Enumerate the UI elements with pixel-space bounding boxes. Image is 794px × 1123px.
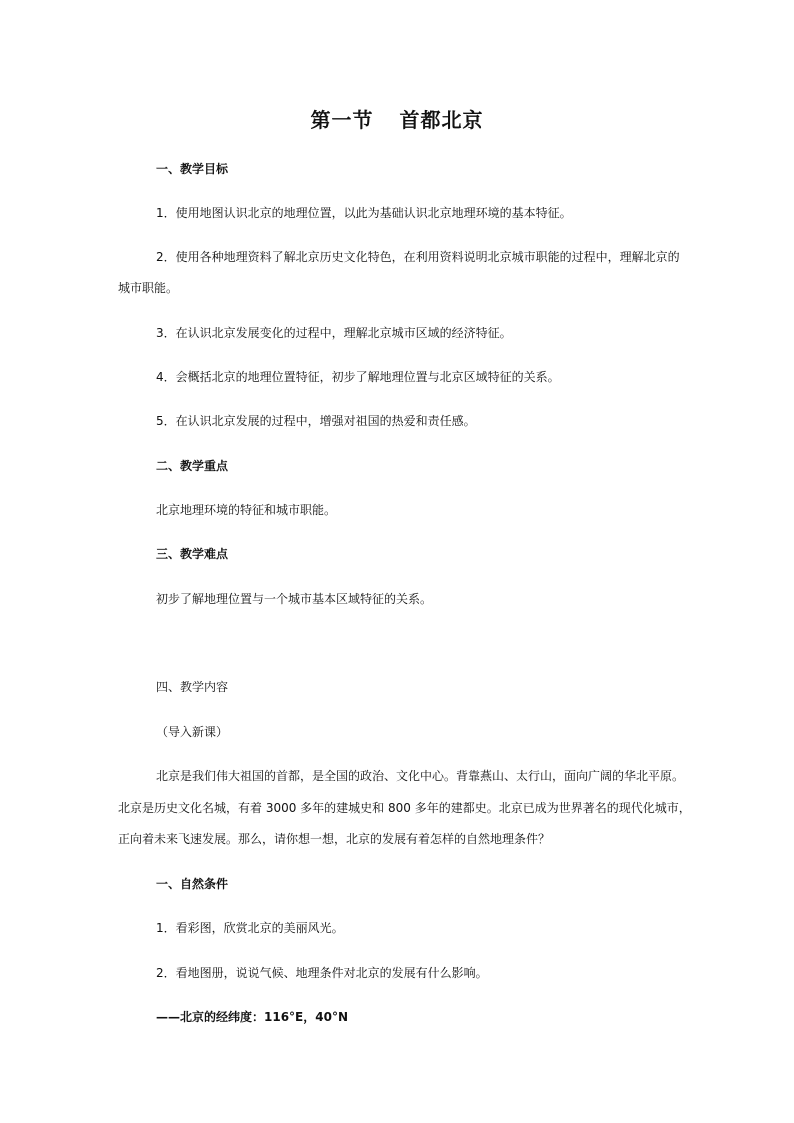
goal-2-line-1: 2．使用各种地理资料了解北京历史文化特色，在利用资料说明北京城市职能的过程中，理解北京的	[156, 250, 680, 264]
intro-paragraph-line-3: 正向着未来飞速发展。那么，请你想一想，北京的发展有着怎样的自然地理条件？	[118, 832, 551, 846]
difficulties-text: 初步了解地理位置与一个城市基本区域特征的关系。	[156, 592, 433, 606]
natural-item-2: 2．看地图册，说说气候、地理条件对北京的发展有什么影响。	[156, 966, 488, 980]
heading-natural-conditions: 一、自然条件	[156, 877, 229, 891]
intro-paragraph-line-1: 北京是我们伟大祖国的首都，是全国的政治、文化中心。背靠燕山、太行山，面向广阔的华北平原。	[156, 769, 685, 783]
page-title	[0, 104, 794, 133]
natural-item-1: 1．看彩图，欣赏北京的美丽风光。	[156, 921, 344, 935]
title-section-number: 第一节	[310, 108, 374, 132]
title-topic: 首都北京	[399, 108, 484, 132]
goal-5: 5．在认识北京发展的过程中，增强对祖国的热爱和责任感。	[156, 414, 476, 428]
heading-key-points: 二、教学重点	[156, 459, 229, 473]
goal-3: 3．在认识北京发展变化的过程中，理解北京城市区域的经济特征。	[156, 326, 512, 340]
key-points-text: 北京地理环境的特征和城市职能。	[156, 503, 337, 517]
heading-content: 四、教学内容	[156, 680, 229, 694]
heading-teaching-goals: 一、教学目标	[156, 162, 229, 176]
goal-1: 1．使用地图认识北京的地理位置，以此为基础认识北京地理环境的基本特征。	[156, 206, 572, 220]
coordinates-line: ——北京的经纬度：116°E，40°N	[156, 1010, 348, 1024]
goal-2-line-2: 城市职能。	[118, 281, 179, 295]
intro-label: （导入新课）	[156, 725, 229, 739]
heading-difficulties: 三、教学难点	[156, 547, 229, 561]
intro-paragraph-line-2: 北京是历史文化名城，有着 3000 多年的建城史和 800 多年的建都史。北京已成为世界著名的现代化城市，	[118, 801, 691, 815]
goal-4: 4．会概括北京的地理位置特征，初步了解地理位置与北京区域特征的关系。	[156, 370, 560, 384]
